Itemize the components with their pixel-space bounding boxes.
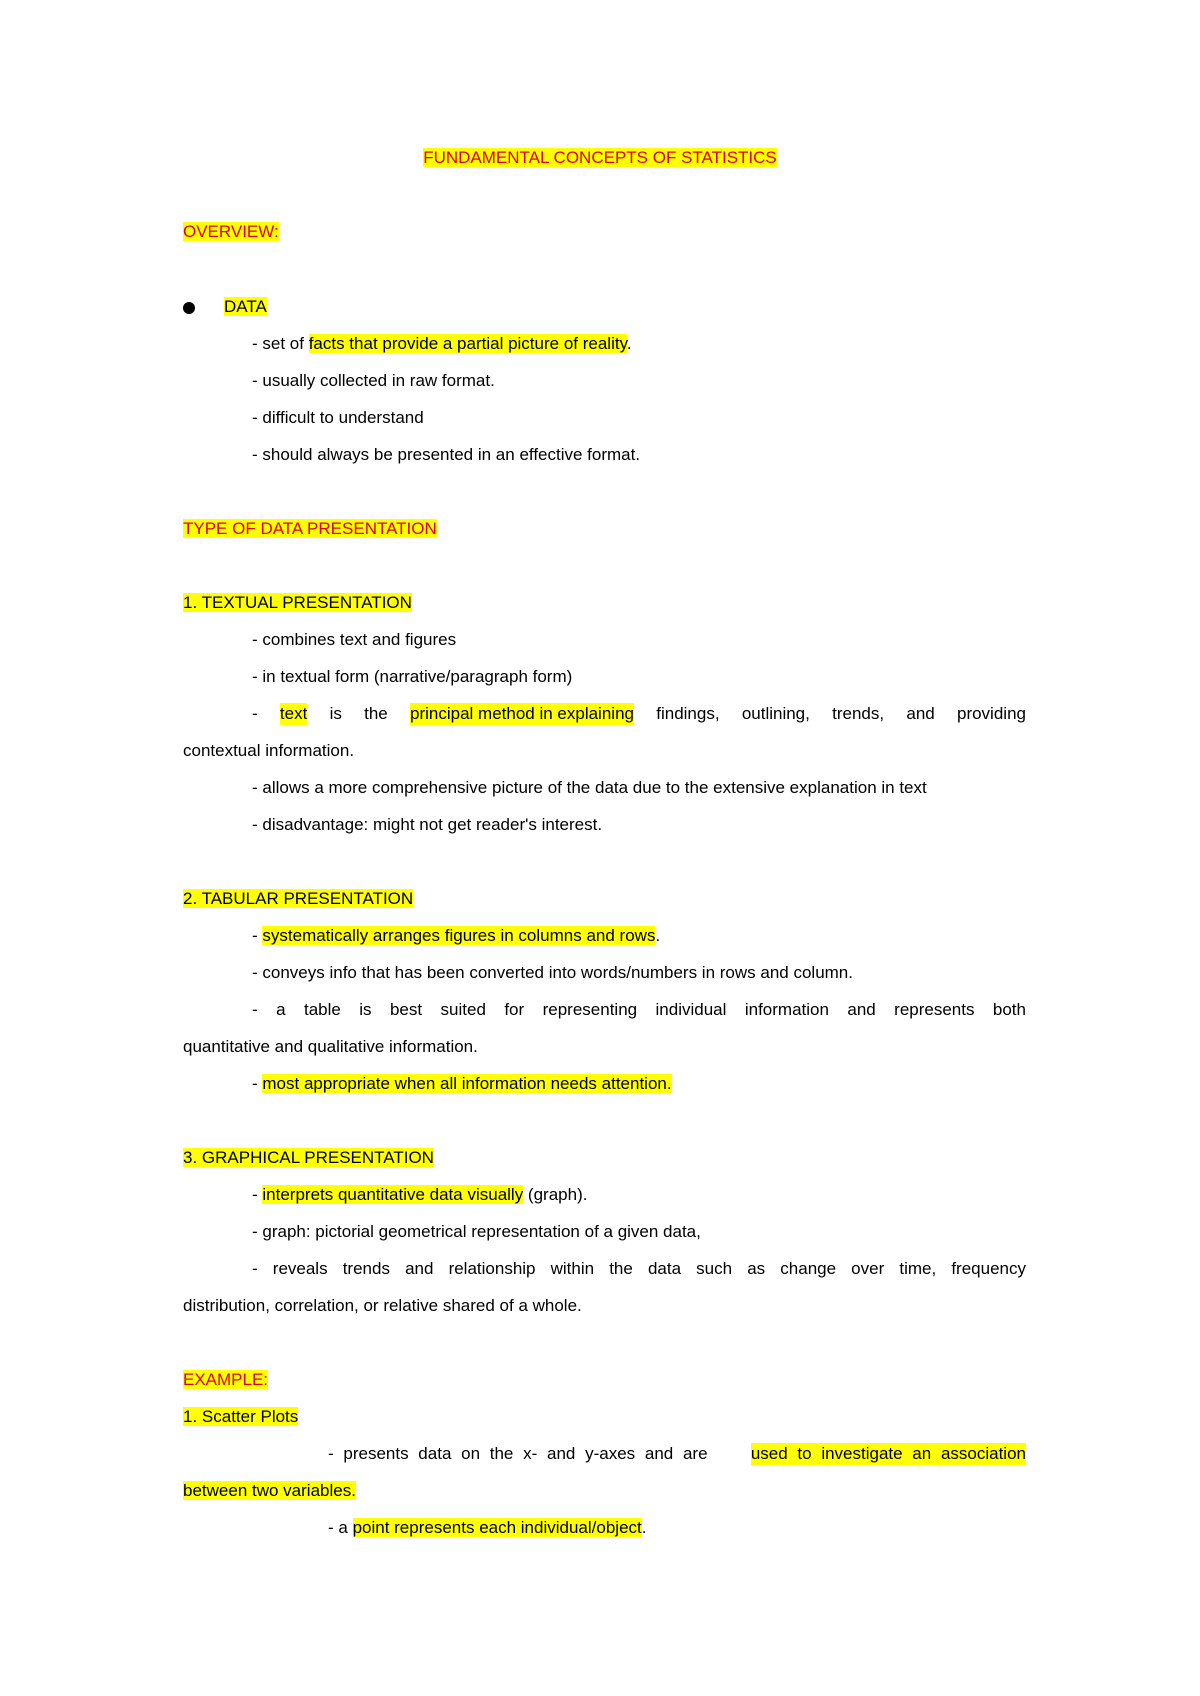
tabular-line-4: - most appropriate when all information needs attention. [252,1074,672,1093]
tabular-line-3-cont: quantitative and qualitative information. [183,1037,478,1056]
graphical-heading: 3. GRAPHICAL PRESENTATION [183,1148,434,1167]
graphical-line-2: - graph: pictorial geometrical representation of a given data, [252,1222,701,1241]
textual-line-1: - combines text and figures [252,630,457,649]
graphical-line-1: - interprets quantitative data visually (graph). [252,1185,588,1204]
tabular-heading: 2. TABULAR PRESENTATION [183,889,414,908]
textual-line-4: - allows a more comprehensive picture of the data due to the extensive explanation in text [252,778,927,797]
textual-line-3: - text is the principal method in explaining findings, outlining, trends, and providing [252,704,1026,723]
title-text: FUNDAMENTAL CONCEPTS OF STATISTICS [423,148,777,167]
graphical-line-3-cont: distribution, correlation, or relative shared of a whole. [183,1296,582,1315]
types-heading: TYPE OF DATA PRESENTATION [183,519,437,538]
page-title [0,147,1200,169]
tabular-line-1: - systematically arranges figures in columns and rows. [252,926,661,945]
textual-heading: 1. TEXTUAL PRESENTATION [183,593,412,612]
data-label: DATA [224,297,267,316]
data-line-1: - set of facts that provide a partial picture of reality. [252,334,632,353]
textual-line-2: - in textual form (narrative/paragraph form) [252,667,573,686]
scatter-line-1: - presents data on the x- and y-axes and are used to investigate an association [328,1444,1026,1463]
data-line-3: - difficult to understand [252,408,424,427]
scatter-line-1-cont: between two variables. [183,1481,356,1500]
scatter-line-2: - a point represents each individual/object. [328,1518,647,1537]
example-heading: EXAMPLE: [183,1370,269,1389]
scatter-heading: 1. Scatter Plots [183,1407,299,1426]
data-line-4: - should always be presented in an effective format. [252,445,641,464]
overview-heading: OVERVIEW: [183,222,279,241]
tabular-line-3: - a table is best suited for representing individual information and represents both [252,1000,1026,1019]
data-line-2: - usually collected in raw format. [252,371,495,390]
bullet-icon [183,302,195,314]
tabular-line-2: - conveys info that has been converted into words/numbers in rows and column. [252,963,853,982]
textual-line-3-cont: contextual information. [183,741,355,760]
textual-line-5: - disadvantage: might not get reader's interest. [252,815,603,834]
graphical-line-3: - reveals trends and relationship within the data such as change over time, frequency [252,1259,1026,1278]
